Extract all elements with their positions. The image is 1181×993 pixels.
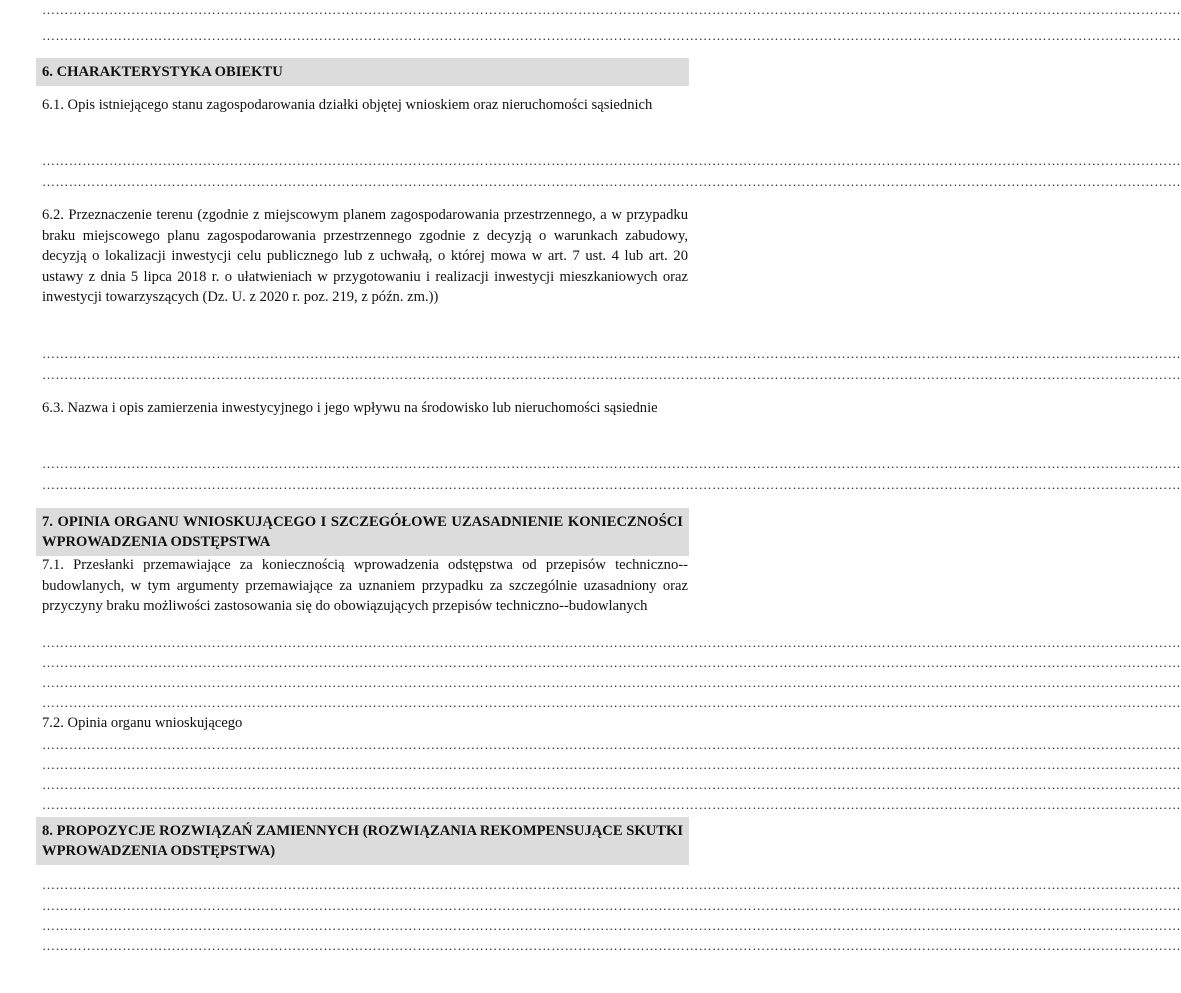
fill-line[interactable]: ………………………………………………………………………………………………………………………………………………………………………………………………………………………………… xyxy=(42,28,1181,43)
fill-line[interactable]: ………………………………………………………………………………………………………………………………………………………………………………………………………………………………… xyxy=(42,898,1181,913)
section-6-2-label: 6.2. Przeznaczenie terenu (zgodnie z miejscowym planem zagospodarowania przestrzennego, a w przypadku braku miejscowego planu zagospodarowania przestrzennego zgodnie z decyzją o warunkach zabudowy, decyzją o lokalizacji inwestycji celu publicznego lub z uchwałą, o której mowa w art. 7 ust. 4 lub art. 20 ustawy z dnia 5 lipca 2018 r. o ułatwieniach w przygotowaniu i realizacji inwestycji mieszkaniowych oraz inwestycji towarzyszących (Dz. U. z 2020 r. poz. 219, z późn. zm.)) xyxy=(42,207,688,305)
section-7-2-label: 7.2. Opinia organu wnioskującego xyxy=(42,715,243,731)
fill-line[interactable]: ………………………………………………………………………………………………………………………………………………………………………………………………………………………………… xyxy=(42,367,1181,382)
fill-line[interactable]: ………………………………………………………………………………………………………………………………………………………………………………………………………………………………… xyxy=(42,918,1181,933)
section-7-header: 7. OPINIA ORGANU WNIOSKUJĄCEGO I SZCZEGÓŁOWE UZASADNIENIE KONIECZNOŚCI WPROWADZENIA ODSTĘPSTWA xyxy=(36,508,689,556)
fill-line[interactable]: ………………………………………………………………………………………………………………………………………………………………………………………………………………………………… xyxy=(42,456,1181,471)
fill-line[interactable]: ………………………………………………………………………………………………………………………………………………………………………………………………………………………………… xyxy=(42,757,1181,772)
fill-line[interactable]: ………………………………………………………………………………………………………………………………………………………………………………………………………………………………… xyxy=(42,346,1181,361)
fill-line[interactable]: ………………………………………………………………………………………………………………………………………………………………………………………………………………………………… xyxy=(42,695,1181,710)
section-6-header: 6. CHARAKTERYSTYKA OBIEKTU xyxy=(36,58,689,86)
fill-line[interactable]: ………………………………………………………………………………………………………………………………………………………………………………………………………………………………… xyxy=(42,675,1181,690)
fill-line[interactable]: ………………………………………………………………………………………………………………………………………………………………………………………………………………………………… xyxy=(42,2,1181,17)
section-6-3-label: 6.3. Nazwa i opis zamierzenia inwestycyjnego i jego wpływu na środowisko lub nieruchomości sąsiednie xyxy=(42,400,658,416)
section-6-1-label: 6.1. Opis istniejącego stanu zagospodarowania działki objętej wnioskiem oraz nieruchomości sąsiednich xyxy=(42,97,653,113)
section-7-1-label: 7.1. Przesłanki przemawiające za koniecznością wprowadzenia odstępstwa od przepisów techniczno--budowlanych, w tym argumenty przemawiające za uznaniem przypadku za szczególnie uzasadniony oraz przyczyny braku możliwości zastosowania się do obowiązujących przepisów techniczno--budowlanych xyxy=(42,557,688,614)
fill-line[interactable]: ………………………………………………………………………………………………………………………………………………………………………………………………………………………………… xyxy=(42,797,1181,812)
fill-line[interactable]: ………………………………………………………………………………………………………………………………………………………………………………………………………………………………… xyxy=(42,877,1181,892)
fill-line[interactable]: ………………………………………………………………………………………………………………………………………………………………………………………………………………………………… xyxy=(42,477,1181,492)
fill-line[interactable]: ………………………………………………………………………………………………………………………………………………………………………………………………………………………………… xyxy=(42,655,1181,670)
section-8-header: 8. PROPOZYCJE ROZWIĄZAŃ ZAMIENNYCH (ROZWIĄZANIA REKOMPENSUJĄCE SKUTKI WPROWADZENIA ODSTĘPSTWA) xyxy=(36,817,689,865)
fill-line[interactable]: ………………………………………………………………………………………………………………………………………………………………………………………………………………………………… xyxy=(42,938,1181,953)
fill-line[interactable]: ………………………………………………………………………………………………………………………………………………………………………………………………………………………………… xyxy=(42,737,1181,752)
fill-line[interactable]: ………………………………………………………………………………………………………………………………………………………………………………………………………………………………… xyxy=(42,635,1181,650)
fill-line[interactable]: ………………………………………………………………………………………………………………………………………………………………………………………………………………………………… xyxy=(42,174,1181,189)
fill-line[interactable]: ………………………………………………………………………………………………………………………………………………………………………………………………………………………………… xyxy=(42,153,1181,168)
fill-line[interactable]: ………………………………………………………………………………………………………………………………………………………………………………………………………………………………… xyxy=(42,777,1181,792)
